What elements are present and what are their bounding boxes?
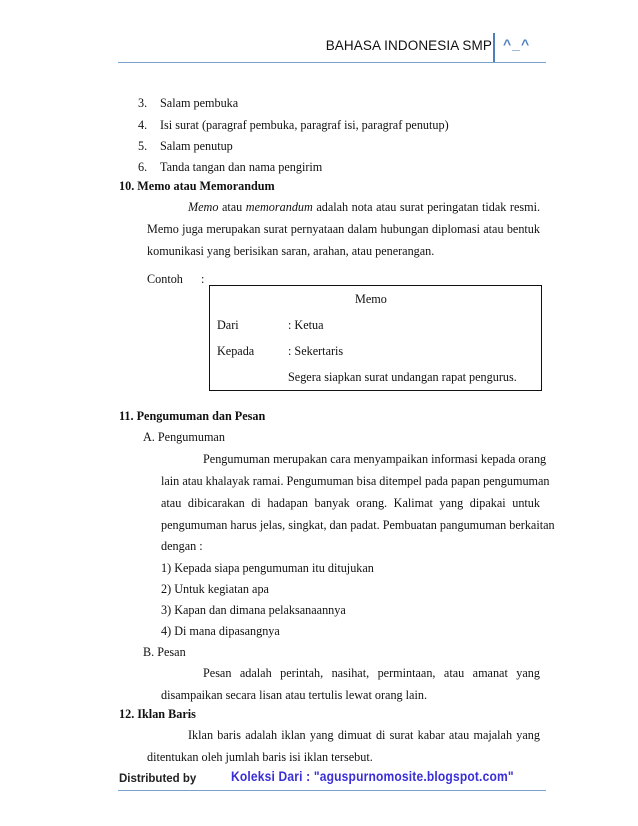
subsection-b-label: B. Pesan (143, 645, 186, 659)
contoh-colon: : (201, 272, 205, 286)
list-item-salam-penutup: Salam penutup (160, 139, 233, 153)
contoh-label: Contoh (147, 272, 183, 286)
memo-title: Memo (355, 292, 387, 306)
section-10-line-2: Memo juga merupakan surat pernyataan dalam hubungan diplomasi atau bentuk (147, 222, 540, 236)
list-num-6: 6. (138, 160, 148, 174)
pengumuman-item-1: 1) Kepada siapa pengumuman itu ditujukan (161, 561, 374, 575)
footer-source: Koleksi Dari : "aguspurnomosite.blogspot.com" (231, 768, 514, 784)
memorandum-word: memorandum (245, 200, 313, 214)
header-smiley: ^_^ (503, 36, 531, 52)
pesan-line-2: disampaikan secara lisan atau tertulis lewat orang lain. (161, 688, 427, 702)
pengumuman-line-2: lain atau khalayak ramai. Pengumuman bisa ditempel pada papan pengumuman (161, 474, 550, 488)
header-rule (118, 62, 546, 63)
list-item-isi-surat: Isi surat (paragraf pembuka, paragraf isi, paragraf penutup) (160, 118, 449, 132)
memo-dari-value: : Ketua (288, 318, 324, 332)
header-title: BAHASA INDONESIA SMP (325, 38, 492, 53)
section-10-line-1 (188, 200, 540, 215)
section-10-line-1-rest: adalah nota atau surat peringatan tidak resmi. (316, 200, 541, 214)
pengumuman-item-3: 3) Kapan dan dimana pelaksanaannya (161, 603, 346, 617)
list-item-tanda-tangan: Tanda tangan dan nama pengirim (160, 160, 323, 174)
memo-word: Memo (188, 200, 219, 214)
subsection-a-label: A. Pengumuman (143, 430, 225, 444)
pengumuman-line-1: Pengumuman merupakan cara menyampaikan informasi kepada orang (203, 452, 547, 466)
footer-rule (118, 790, 546, 791)
pengumuman-line-4: pengumuman harus jelas, singkat, dan padat. Pembuatan pangumuman berkaitan (161, 518, 555, 532)
section-10-line-3: komunikasi yang berisikan saran, arahan, atau penerangan. (147, 244, 435, 258)
memo-kepada-value: : Sekertaris (288, 344, 344, 358)
pengumuman-line-5: dengan : (161, 539, 203, 553)
pengumuman-line-3: atau dibicarakan di hadapan banyak orang. Kalimat yang dipakai untuk (161, 496, 540, 510)
iklan-line-2: ditentukan oleh jumlah baris isi iklan tersebut. (147, 750, 373, 764)
section-10-heading: 10. Memo atau Memorandum (119, 179, 275, 193)
memo-message: Segera siapkan surat undangan rapat pengurus. (288, 370, 517, 384)
memo-kepada-label: Kepada (217, 344, 255, 358)
list-item-salam-pembuka: Salam pembuka (160, 96, 239, 110)
atau-word: atau (221, 200, 243, 214)
section-12-heading: 12. Iklan Baris (119, 707, 196, 721)
iklan-line-1: Iklan baris adalah iklan yang dimuat di surat kabar atau majalah yang (188, 728, 540, 742)
list-num-5: 5. (138, 139, 148, 153)
footer-distributed-by: Distributed by (119, 773, 197, 785)
header-divider (493, 33, 495, 63)
section-11-heading: 11. Pengumuman dan Pesan (119, 409, 266, 423)
page-header (0, 33, 638, 67)
list-num-4: 4. (138, 118, 148, 132)
pengumuman-item-2: 2) Untuk kegiatan apa (161, 582, 269, 596)
memo-dari-label: Dari (217, 318, 239, 332)
pesan-line-1: Pesan adalah perintah, nasihat, permintaan, atau amanat yang (203, 666, 540, 680)
list-num-3: 3. (138, 96, 148, 110)
pengumuman-item-4: 4) Di mana dipasangnya (161, 624, 280, 638)
